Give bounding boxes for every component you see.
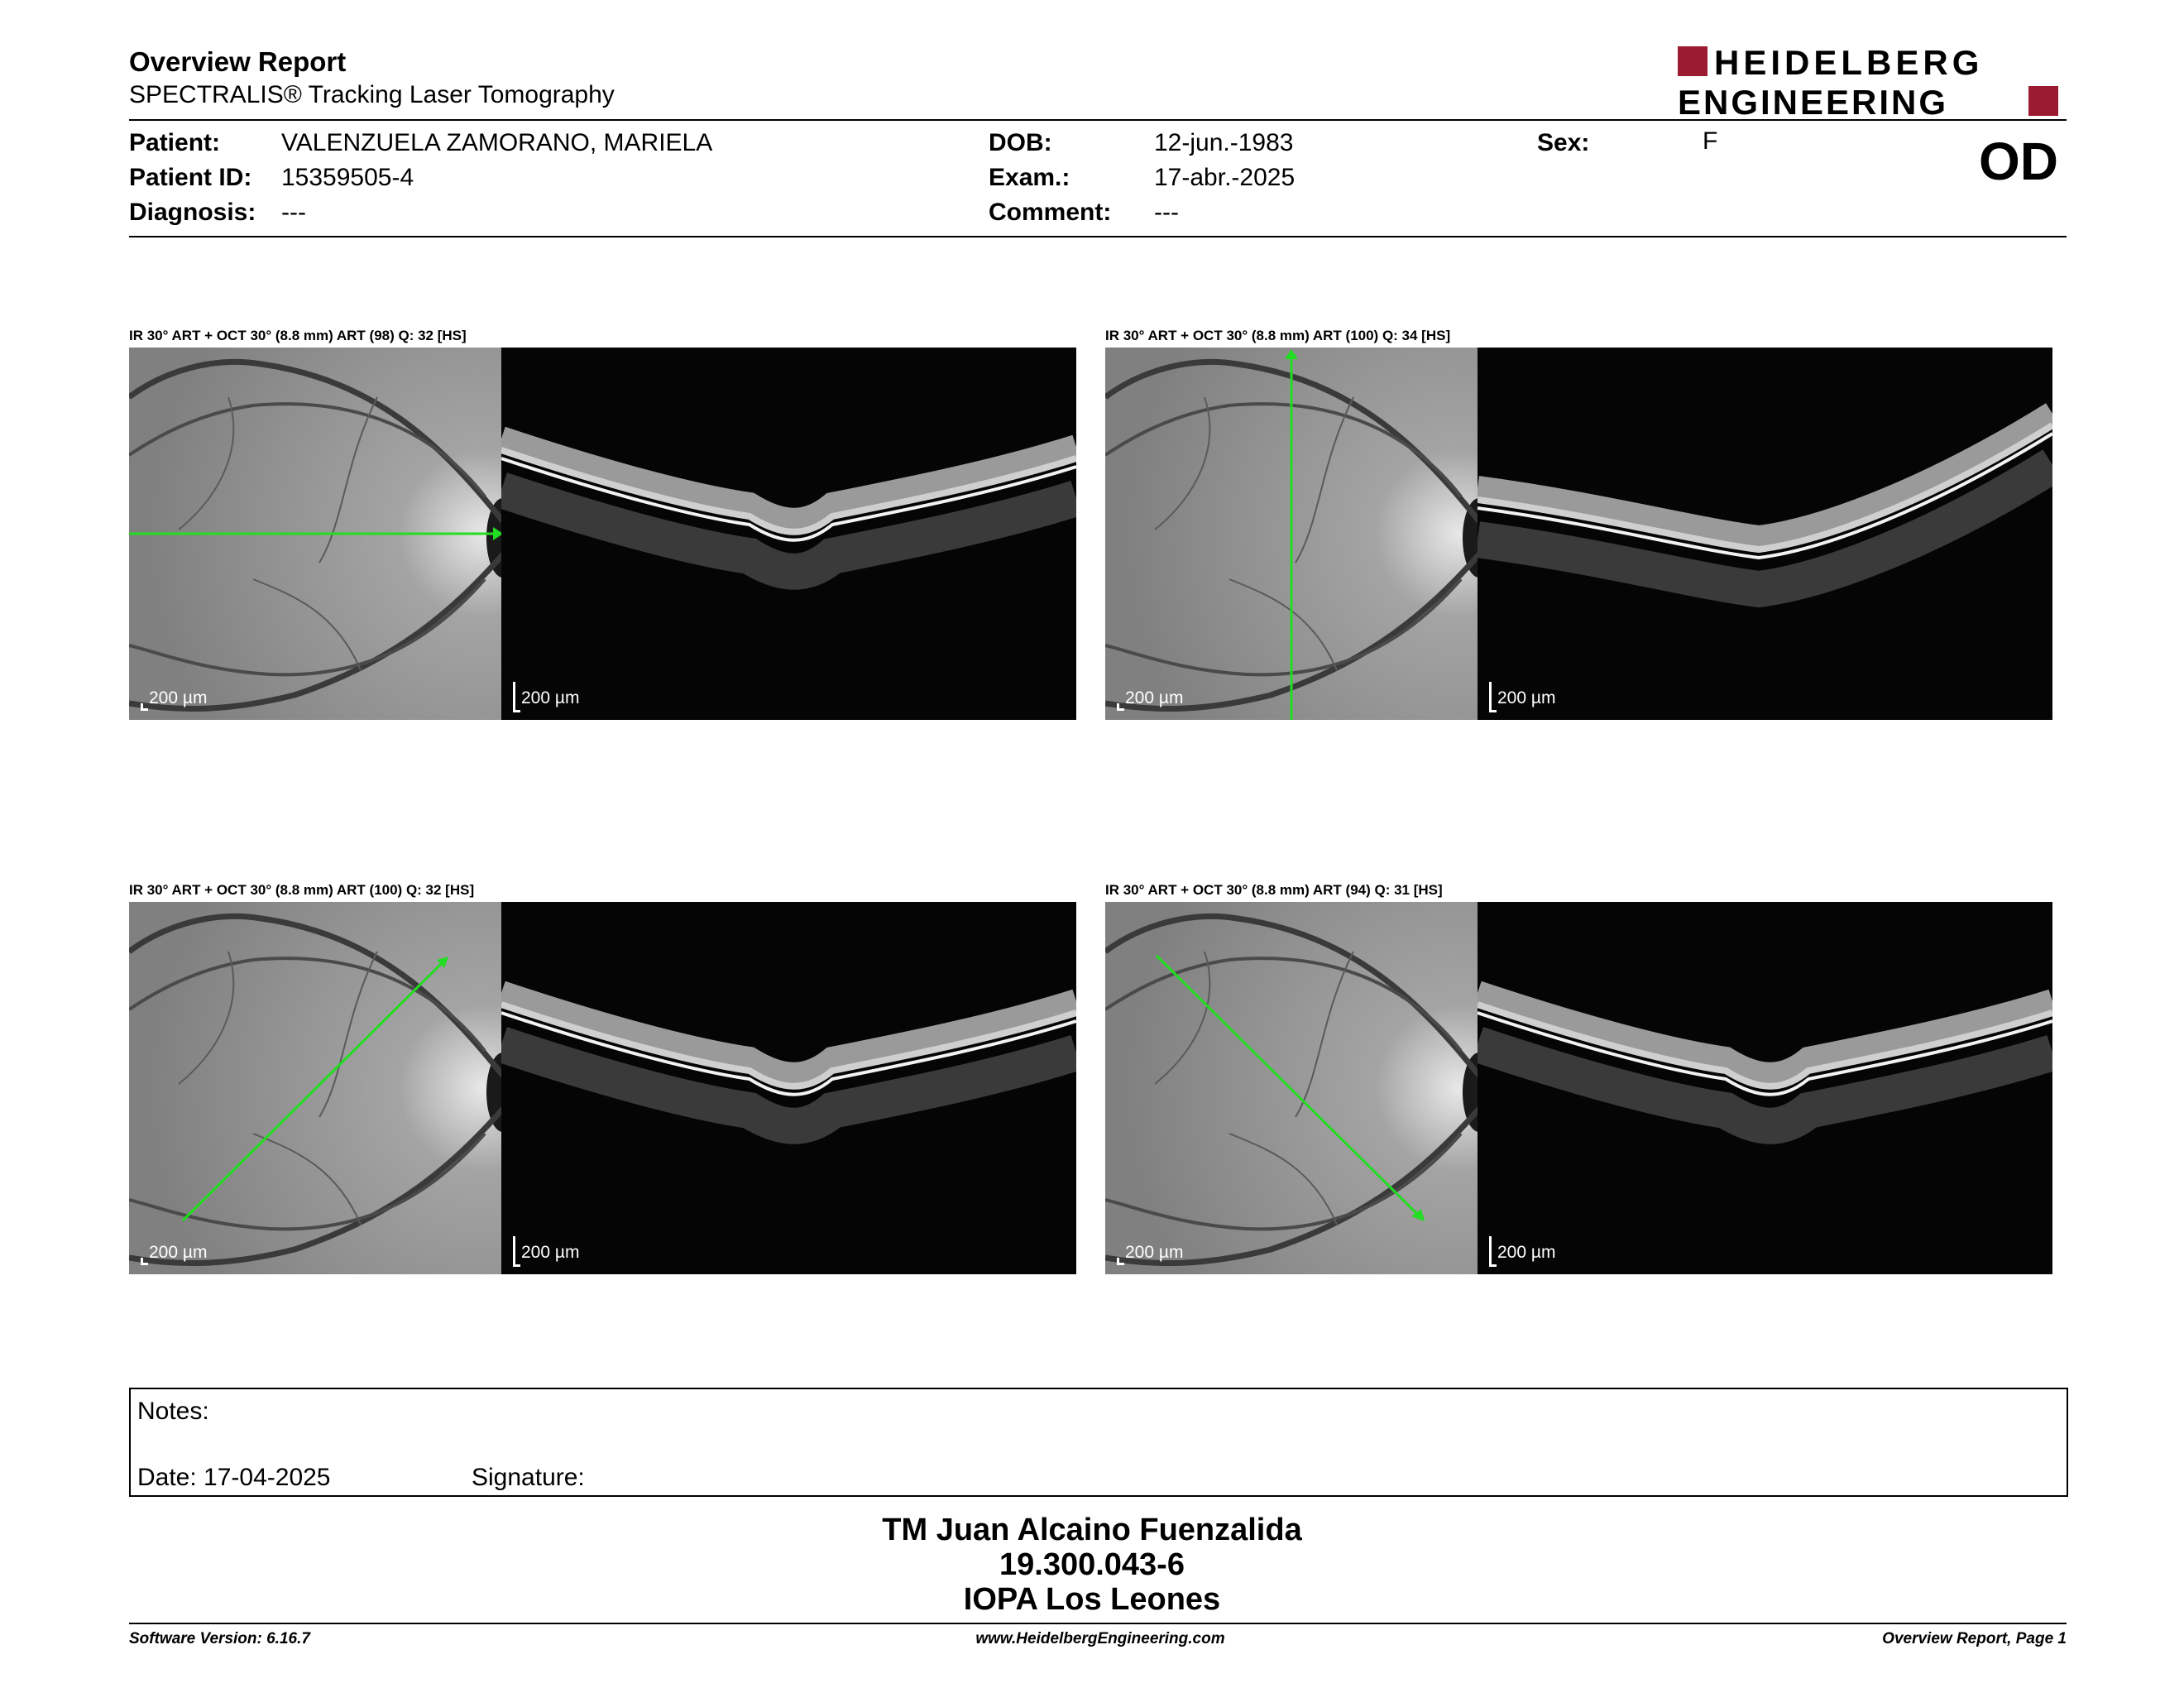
comment-label: Comment: [989, 199, 1112, 226]
report-subtitle: SPECTRALIS® Tracking Laser Tomography [129, 81, 615, 108]
patient-id: 15359505-4 [281, 164, 414, 191]
fundus-image[interactable] [1105, 902, 1478, 1274]
date-label: Date: 17-04-2025 [137, 1464, 331, 1491]
panel-caption: IR 30° ART + OCT 30° (8.8 mm) ART (100) Q: 32 [HS] [129, 882, 475, 898]
exam-label: Exam.: [989, 164, 1070, 191]
footer-divider [129, 1623, 2067, 1624]
comment-value: --- [1154, 199, 1179, 226]
oct-bscan-image[interactable] [501, 902, 1076, 1274]
diagnosis-label: Diagnosis: [129, 199, 256, 226]
sex-value: F [1703, 127, 1718, 155]
diagnosis-value: --- [281, 199, 306, 226]
panel-caption: IR 30° ART + OCT 30° (8.8 mm) ART (98) Q: 32 [HS] [129, 328, 467, 343]
panel-caption: IR 30° ART + OCT 30° (8.8 mm) ART (100) Q: 34 [HS] [1105, 328, 1451, 343]
software-version: Software Version: 6.16.7 [129, 1630, 310, 1647]
exam-date: 17-abr.-2025 [1154, 164, 1296, 191]
fundus-image[interactable] [129, 902, 501, 1274]
sex-label: Sex: [1537, 129, 1590, 156]
examiner-id: 19.300.043-6 [999, 1547, 1185, 1582]
examiner-name: TM Juan Alcaino Fuenzalida [882, 1513, 1302, 1547]
patient-id-label: Patient ID: [129, 164, 252, 191]
logo-line2: ENGINEERING [1678, 83, 1949, 119]
patient-name: VALENZUELA ZAMORANO, MARIELA [281, 129, 713, 156]
notes-label: Notes: [137, 1398, 209, 1425]
oct-bscan-image[interactable] [1478, 902, 2052, 1274]
notes-box[interactable] [129, 1388, 2068, 1497]
clinic-name: IOPA Los Leones [963, 1582, 1221, 1617]
website-link[interactable]: www.HeidelbergEngineering.com [975, 1630, 1225, 1647]
header-divider [129, 119, 2067, 121]
dob-value: 12-jun.-1983 [1154, 129, 1294, 156]
eye-indicator: OD [1979, 132, 2058, 191]
oct-bscan-image[interactable] [1478, 348, 2052, 720]
fundus-image[interactable] [1105, 348, 1478, 720]
page-number: Overview Report, Page 1 [1882, 1630, 2067, 1647]
patient-divider [129, 236, 2067, 237]
heidelberg-logo [1678, 43, 2058, 119]
patient-label: Patient: [129, 129, 221, 156]
logo-line1: HEIDELBERG [1714, 43, 1984, 82]
panel-caption: IR 30° ART + OCT 30° (8.8 mm) ART (94) Q: 31 [HS] [1105, 882, 1443, 898]
dob-label: DOB: [989, 129, 1052, 156]
signature-label: Signature: [472, 1464, 585, 1491]
report-title: Overview Report [129, 46, 347, 77]
fundus-image[interactable] [129, 348, 501, 720]
oct-bscan-image[interactable] [501, 348, 1076, 720]
